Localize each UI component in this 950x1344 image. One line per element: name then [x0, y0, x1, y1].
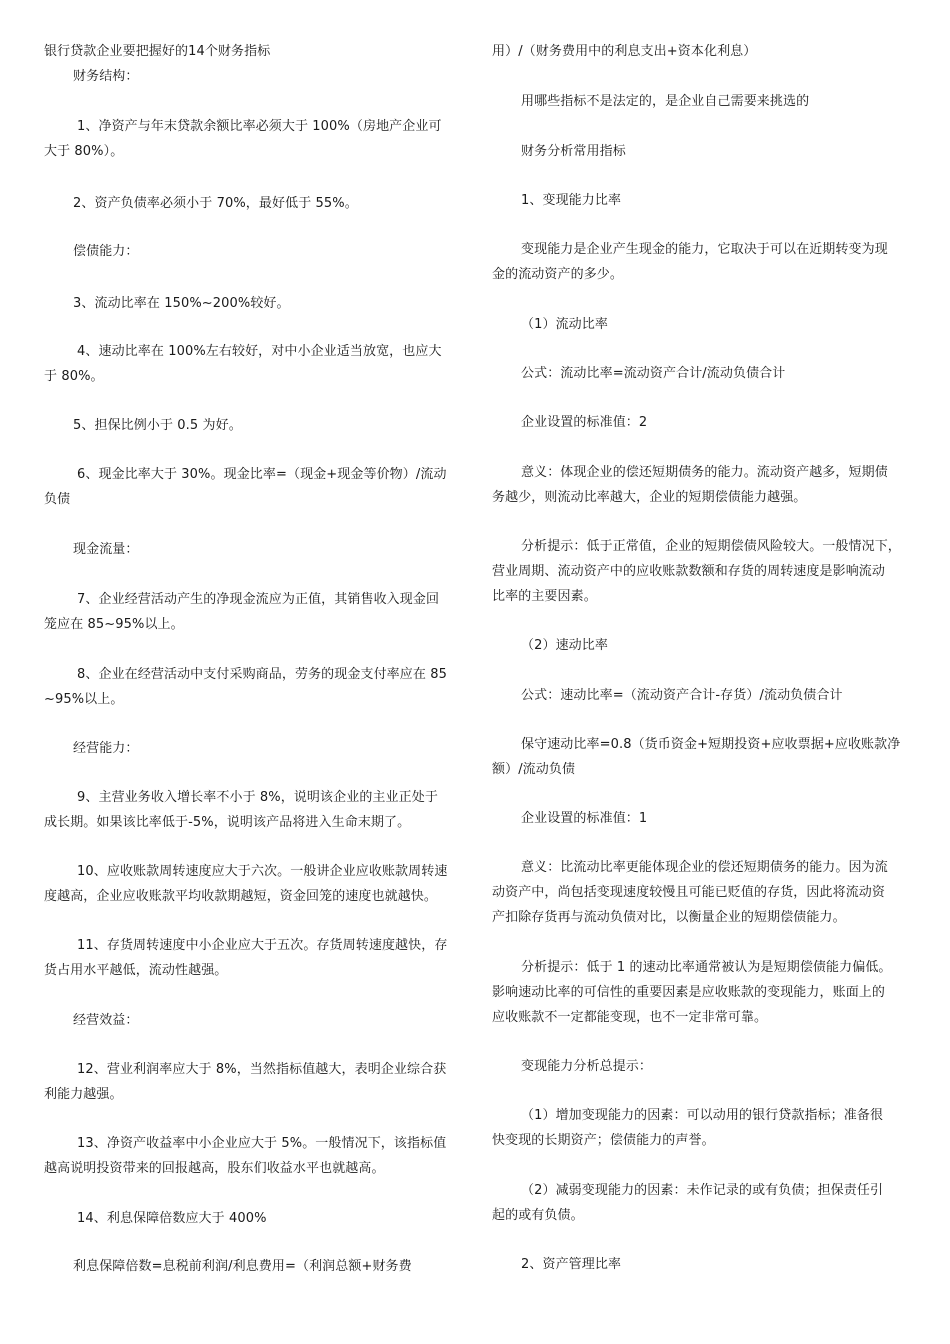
paragraph-line: 度越高，企业应收账款平均收款期越短，资金回笼的速度也就越快。 [44, 889, 438, 904]
paragraph-line: 6、现金比率大于 30%。现金比率=（现金+现金等价物）/流动 [77, 467, 447, 482]
paragraph-line: 企业设置的标准值：1 [521, 811, 648, 826]
section-heading: 变现能力分析总提示： [521, 1059, 653, 1074]
formula-line: 保守速动比率=0.8（货币资金+短期投资+应收票据+应收账款净 [521, 737, 901, 752]
paragraph-line: ~95%以上。 [44, 692, 124, 707]
paragraph-line: 越高说明投资带来的回报越高，股东们收益水平也就越高。 [44, 1161, 385, 1176]
paragraph-line: 产扣除存货再与流动负债对比，以衡量企业的短期偿债能力。 [492, 910, 846, 925]
paragraph-line: 于 80%。 [44, 369, 104, 384]
paragraph-line: 8、企业在经营活动中支付采购商品，劳务的现金支付率应在 85 [77, 667, 447, 682]
paragraph-line: 务越少，则流动比率越大，企业的短期偿债能力越强。 [492, 490, 807, 505]
paragraph-line: 10、应收账款周转速度应大于六次。一般讲企业应收账款周转速 [77, 864, 448, 879]
paragraph-line: 变现能力是企业产生现金的能力，它取决于可以在近期转变为现 [521, 242, 888, 257]
paragraph-line: 应收账款不一定都能变现，也不一定非常可靠。 [492, 1010, 768, 1025]
subsection-heading: （2）速动比率 [521, 638, 608, 653]
section-heading: 2、资产管理比率 [521, 1257, 622, 1272]
paragraph-line: 意义：体现企业的偿还短期债务的能力。流动资产越多，短期债 [521, 465, 888, 480]
paragraph-line: 起的或有负债。 [492, 1208, 584, 1223]
paragraph-line: 负债 [44, 492, 71, 507]
paragraph-line: 货占用水平越低，流动性越强。 [44, 963, 228, 978]
paragraph-line: 14、利息保障倍数应大于 400% [77, 1211, 267, 1226]
paragraph-line: 11、存货周转速度中小企业应大于五次。存货周转速度越快，存 [77, 938, 448, 953]
section-heading: 财务结构： [73, 69, 139, 84]
paragraph-line: 13、净资产收益率中小企业应大于 5%。一般情况下，该指标值 [77, 1136, 447, 1151]
section-heading: 现金流量： [73, 542, 139, 557]
paragraph-line: 影响速动比率的可信性的重要因素是应收账款的变现能力，账面上的 [492, 985, 886, 1000]
paragraph-line: 比率的主要因素。 [492, 589, 597, 604]
paragraph-line: 用）/（财务费用中的利息支出+资本化利息） [492, 44, 757, 59]
paragraph-line: 12、营业利润率应大于 8%，当然指标值越大，表明企业综合获 [77, 1062, 447, 1077]
formula-line: 额）/流动负债 [492, 762, 576, 777]
subsection-heading: （1）流动比率 [521, 317, 608, 332]
paragraph-line: （1）增加变现能力的因素：可以动用的银行贷款指标；准备很 [521, 1108, 884, 1123]
paragraph-line: 4、速动比率在 100%左右较好，对中小企业适当放宽，也应大 [77, 344, 442, 359]
paragraph-line: 3、流动比率在 150%~200%较好。 [73, 296, 290, 311]
paragraph-line: 营业周期、流动资产中的应收账款数额和存货的周转速度是影响流动 [492, 564, 886, 579]
section-heading: 经营效益： [73, 1013, 139, 1028]
paragraph-line: 分析提示：低于正常值，企业的短期偿债风险较大。一般情况下， [521, 539, 901, 554]
section-heading: 财务分析常用指标 [521, 144, 626, 159]
section-heading: 经营能力： [73, 741, 139, 756]
paragraph-line: 分析提示：低于 1 的速动比率通常被认为是短期偿债能力偏低。 [521, 960, 892, 975]
paragraph-line: 笼应在 85~95%以上。 [44, 617, 184, 632]
paragraph-line: 金的流动资产的多少。 [492, 267, 624, 282]
formula-line: 公式：速动比率=（流动资产合计-存货）/流动负债合计 [521, 688, 843, 703]
formula-line: 公式：流动比率=流动资产合计/流动负债合计 [521, 366, 786, 381]
paragraph-line: 1、净资产与年末贷款余额比率必须大于 100%（房地产企业可 [77, 119, 442, 134]
section-heading: 偿债能力： [73, 244, 139, 259]
paragraph-line: 意义：比流动比率更能体现企业的偿还短期债务的能力。因为流 [521, 860, 888, 875]
paragraph-line: 利能力越强。 [44, 1087, 123, 1102]
paragraph-line: 快变现的长期资产；偿债能力的声誉。 [492, 1133, 715, 1148]
paragraph-line: 成长期。如果该比率低于-5%，说明该产品将进入生命末期了。 [44, 815, 411, 830]
paragraph-line: （2）减弱变现能力的因素：未作记录的或有负债；担保责任引 [521, 1183, 884, 1198]
section-heading: 1、变现能力比率 [521, 193, 622, 208]
document-title: 银行贷款企业要把握好的14个财务指标 [44, 44, 271, 59]
paragraph-line: 利息保障倍数=息税前利润/利息费用=（利润总额+财务费 [73, 1259, 412, 1274]
paragraph-line: 企业设置的标准值：2 [521, 415, 648, 430]
paragraph-line: 5、担保比例小于 0.5 为好。 [73, 418, 242, 433]
paragraph-line: 2、资产负债率必须小于 70%，最好低于 55%。 [73, 196, 358, 211]
paragraph-line: 9、主营业务收入增长率不小于 8%，说明该企业的主业正处于 [77, 790, 438, 805]
paragraph-line: 7、企业经营活动产生的净现金流应为正值，其销售收入现金回 [77, 592, 440, 607]
paragraph-line: 大于 80%）。 [44, 144, 124, 159]
paragraph-line: 用哪些指标不是法定的，是企业自己需要来挑选的 [521, 94, 810, 109]
paragraph-line: 动资产中，尚包括变现速度较慢且可能已贬值的存货，因此将流动资 [492, 885, 886, 900]
